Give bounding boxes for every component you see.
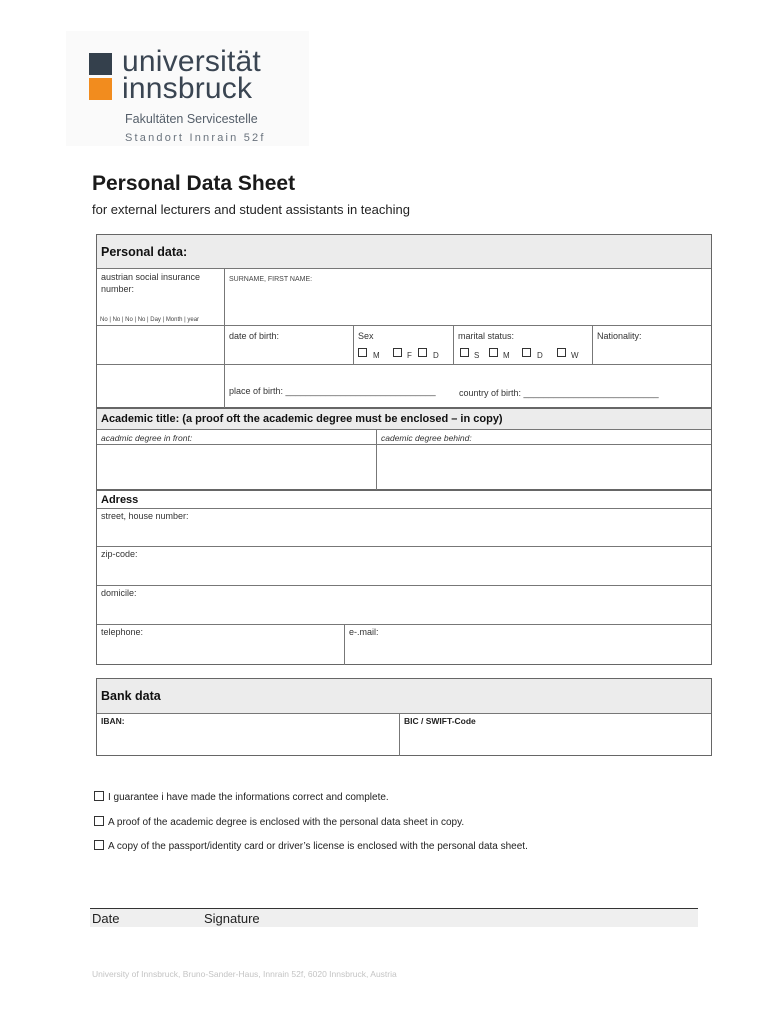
confirm-degree-text: A proof of the academic degree is enclosed with the personal data sheet in copy. (108, 817, 465, 828)
confirm-passport-row[interactable] (94, 840, 528, 852)
marital-w-checkbox[interactable] (557, 348, 566, 357)
street-label[interactable]: street, house number: (101, 511, 189, 521)
university-logo (66, 31, 309, 146)
sex-d-label: D (433, 351, 439, 360)
sex-f-label: F (407, 351, 412, 360)
signature-label[interactable]: Signature (204, 911, 260, 926)
sex-m-checkbox[interactable] (358, 348, 367, 357)
logo-square-dark (89, 53, 112, 75)
logo-square-orange (89, 78, 112, 100)
sex-m-label: M (373, 351, 380, 360)
marital-d-checkbox[interactable] (522, 348, 531, 357)
date-label[interactable]: Date (92, 911, 120, 926)
footer-address: University of Innsbruck, Bruno-Sander-Haus, Innrain 52f, 6020 Innsbruck, Austria (92, 969, 397, 979)
bank-data-header (97, 679, 711, 713)
name-label[interactable]: SURNAME, FIRST NAME: (229, 276, 313, 283)
sex-label: Sex (358, 331, 374, 341)
zip-code-label[interactable]: zip-code: (101, 549, 138, 559)
logo-line-3: Fakultäten Servicestelle (125, 112, 258, 126)
academic-title-heading: Academic title: (a proof oft the academic degree must be enclosed – in copy) (101, 413, 503, 425)
confirm-passport-checkbox[interactable] (94, 840, 104, 850)
confirm-correct-checkbox[interactable] (94, 791, 104, 801)
marital-s-label: S (474, 351, 480, 360)
marital-d-label: D (537, 351, 543, 360)
degree-behind-label[interactable]: cademic degree behind: (381, 433, 472, 443)
logo-line-4: Standort Innrain 52f (125, 132, 266, 144)
confirm-degree-row[interactable] (94, 816, 464, 828)
confirm-correct-row[interactable] (94, 791, 389, 803)
sex-d-checkbox[interactable] (418, 348, 427, 357)
telephone-label[interactable]: telephone: (101, 627, 144, 637)
logo-line-1: universität (122, 45, 261, 78)
marital-m-checkbox[interactable] (489, 348, 498, 357)
confirm-correct-text: I guarantee i have made the informations correct and complete. (108, 792, 389, 803)
degree-front-label[interactable]: acadmic degree in front: (101, 433, 193, 443)
personal-data-title: Personal data: (101, 245, 188, 259)
marital-m-label: M (503, 351, 510, 360)
country-of-birth-label[interactable]: country of birth: ___________________________ (459, 388, 659, 398)
nationality-label[interactable]: Nationality: (597, 331, 642, 341)
logo-line-2: innsbruck (122, 72, 253, 105)
dob-label[interactable]: date of birth: (229, 331, 280, 341)
marital-status-label: marital status: (458, 331, 515, 341)
address-heading: Adress (101, 494, 139, 506)
marital-s-checkbox[interactable] (460, 348, 469, 357)
email-label[interactable]: e-.mail: (349, 627, 379, 637)
page-subtitle: for external lecturers and student assistants in teaching (92, 202, 410, 217)
marital-w-label: W (571, 351, 579, 360)
sex-f-checkbox[interactable] (393, 348, 402, 357)
page-title: Personal Data Sheet (92, 172, 296, 195)
ssn-format-hint: No | No | No | No | Day | Month | year (100, 317, 200, 323)
bic-label[interactable]: BIC / SWIFT-Code (404, 716, 476, 726)
signature-bar (90, 908, 698, 927)
confirm-passport-text: A copy of the passport/identity card or driver’s license is enclosed with the personal data sheet. (108, 841, 528, 852)
place-of-birth-label[interactable]: place of birth: ______________________________ (229, 386, 436, 396)
ssn-label: austrian social insurance number: (101, 272, 201, 294)
confirm-degree-checkbox[interactable] (94, 816, 104, 826)
personal-data-header (97, 235, 711, 268)
bank-data-heading: Bank data (101, 689, 161, 703)
iban-label[interactable]: IBAN: (101, 716, 125, 726)
domicile-label[interactable]: domicile: (101, 588, 137, 598)
